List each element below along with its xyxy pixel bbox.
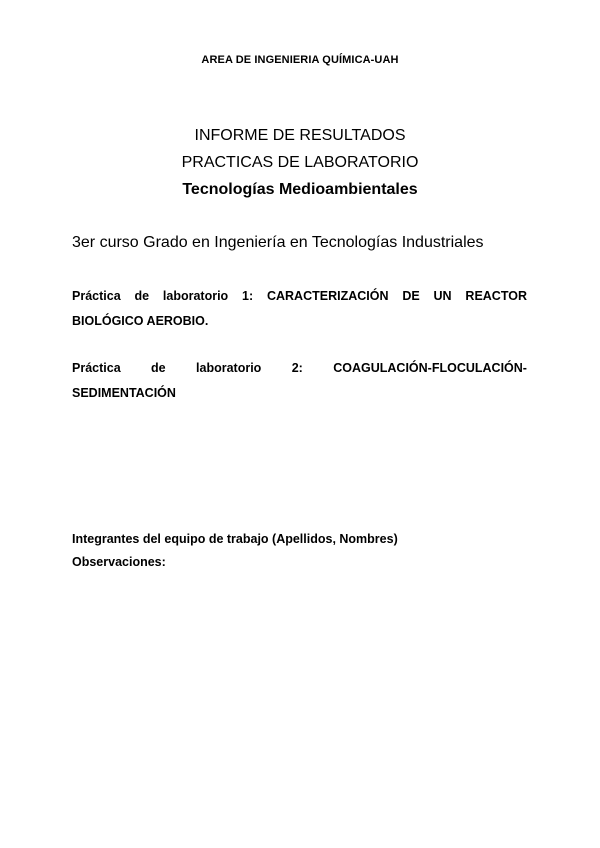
practice-2-word: Práctica bbox=[72, 361, 121, 375]
report-title-line-1: INFORME DE RESULTADOS bbox=[194, 127, 406, 144]
practice-2-word: 2: bbox=[291, 361, 303, 375]
team-members-label: Integrantes del equipo de trabajo (Apellidos, Nombres) bbox=[72, 532, 398, 546]
practice-2-word: de bbox=[151, 361, 166, 375]
report-title-line-2: PRACTICAS DE LABORATORIO bbox=[181, 154, 419, 171]
course-description: 3er curso Grado en Ingeniería en Tecnologías Industriales bbox=[72, 234, 484, 251]
observations-label: Observaciones: bbox=[72, 555, 166, 569]
practice-2-word: COAGULACIÓN-FLOCULACIÓN- bbox=[333, 361, 527, 375]
institution-header: AREA DE INGENIERIA QUÍMICA-UAH bbox=[201, 54, 399, 66]
report-subject: Tecnologías Medioambientales bbox=[182, 181, 418, 198]
report-title-block bbox=[0, 122, 600, 203]
practice-2-first-line bbox=[72, 356, 527, 381]
practice-2-word: laboratorio bbox=[196, 361, 262, 375]
practice-2-continuation: SEDIMENTACIÓN bbox=[72, 386, 176, 400]
practice-2 bbox=[72, 356, 527, 406]
practice-1: Práctica de laboratorio 1: CARACTERIZACIÓN DE UN REACTOR BIOLÓGICO AEROBIO. bbox=[72, 289, 527, 328]
